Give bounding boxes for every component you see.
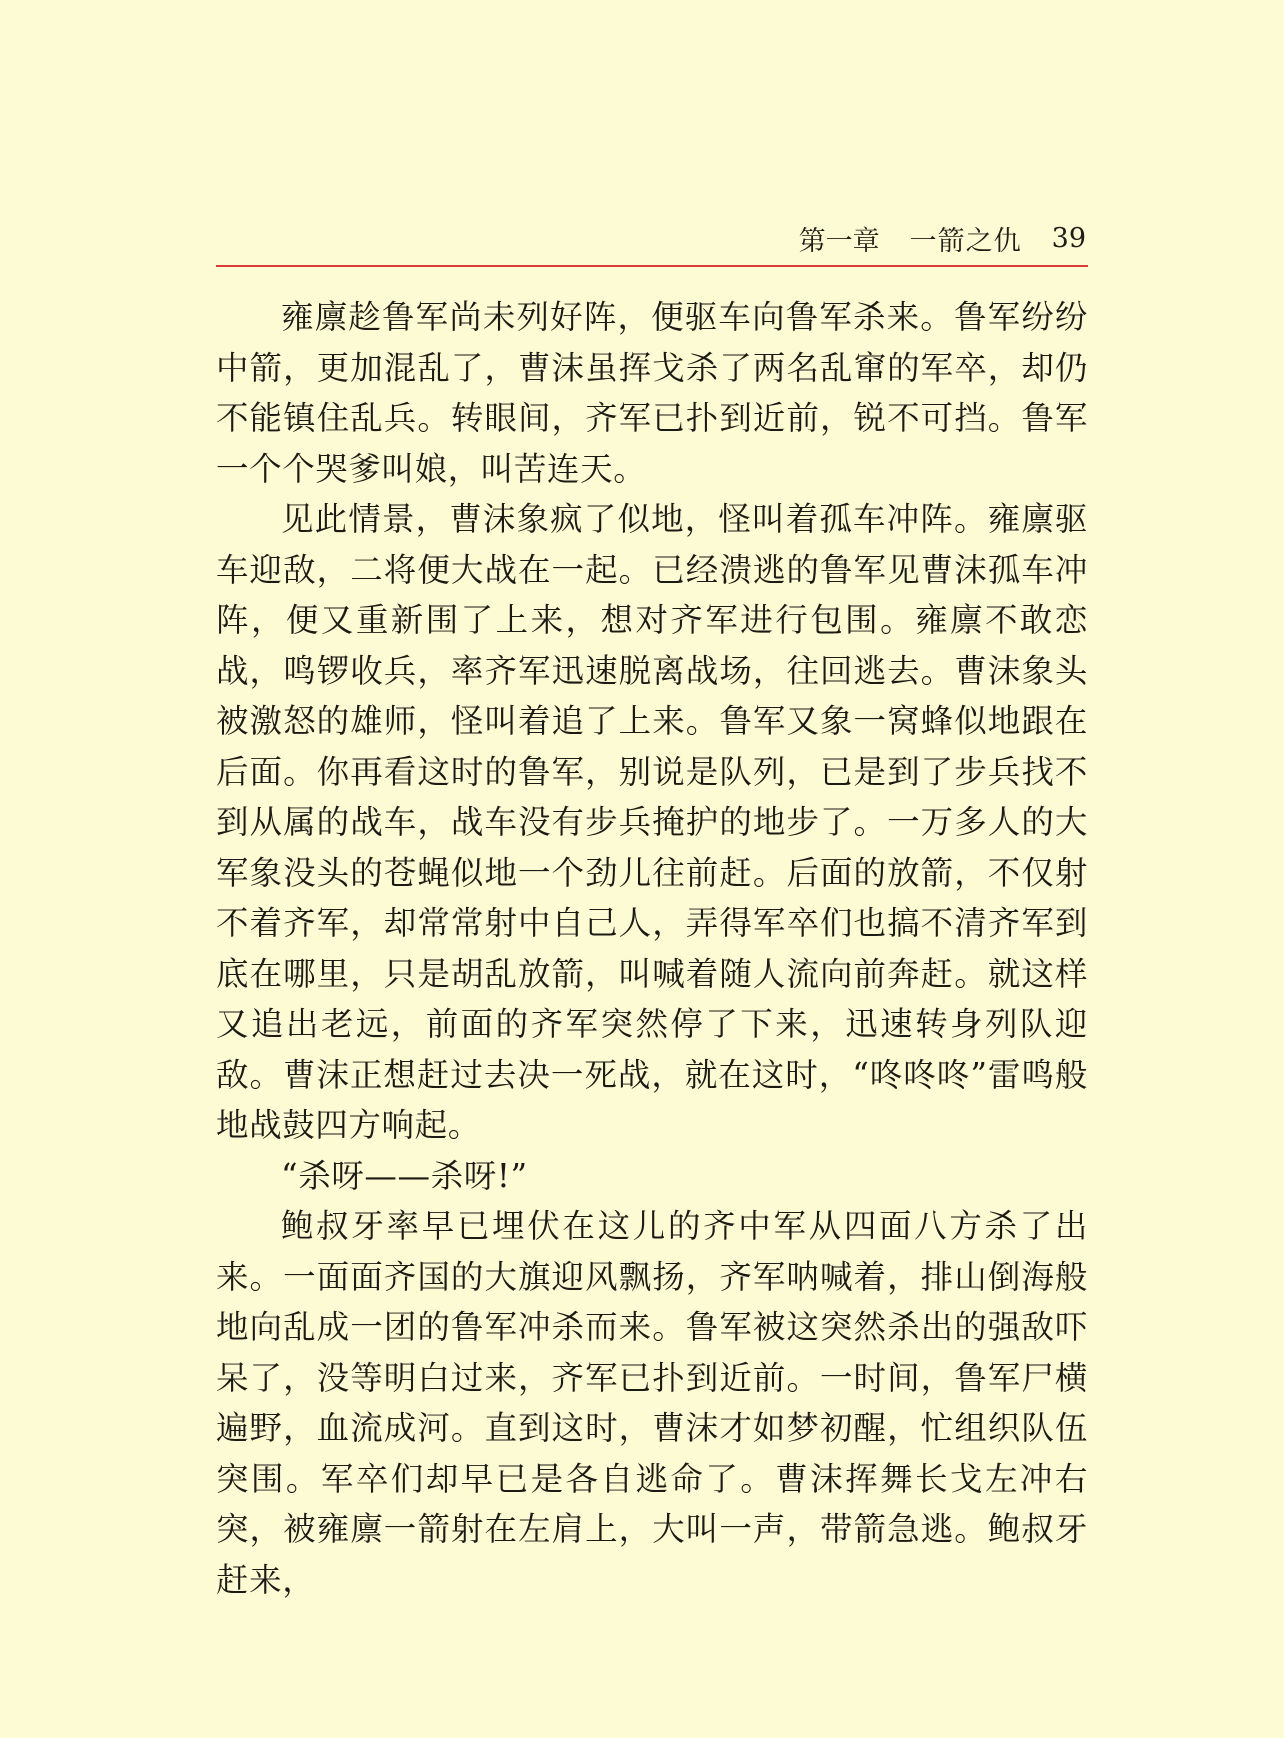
paragraph-2: 见此情景，曹沫象疯了似地，怪叫着孤车冲阵。雍廪驱车迎敌，二将便大战在一起。已经溃逃的鲁军见曹沫孤车冲阵，便又重新围了上来，想对齐军进行包围。雍廪不敢恋战，鸣锣收兵，率齐军迅速脱离战场，往回逃去。曹沫象头被激怒的雄师，怪叫着追了上来。鲁军又象一窝蜂似地跟在后面。你再看这时的鲁军，别说是队列，已是到了步兵找不到从属的战车，战车没有步兵掩护的地步了。一万多人的大军象没头的苍蝇似地一个劲儿往前赶。后面的放箭，不仅射不着齐军，却常常射中自己人，弄得军卒们也搞不清齐军到底在哪里，只是胡乱放箭，叫喊着随人流向前奔赶。就这样又追出老远，前面的齐军突然停了下来，迅速转身列队迎敌。曹沫正想赶过去决一死战，就在这时，“咚咚咚”雷鸣般地战鼓四方响起。 [216, 500, 1088, 1144]
header-rule [216, 265, 1088, 267]
body-text [216, 292, 1088, 1605]
chapter-title: 一箭之仇 [909, 225, 1022, 257]
running-header [216, 214, 1088, 262]
chapter-number: 第一章 [798, 225, 880, 257]
paragraph-1: 雍廪趁鲁军尚未列好阵，便驱车向鲁军杀来。鲁军纷纷中箭，更加混乱了，曹沫虽挥戈杀了两名乱窜的军卒，却仍不能镇住乱兵。转眼间，齐军已扑到近前，锐不可挡。鲁军一个个哭爹叫娘，叫苦连天。 [216, 298, 1088, 488]
page-number: 39 [1051, 222, 1086, 254]
paragraph-4: 鲍叔牙率早已埋伏在这儿的齐中军从四面八方杀了出来。一面面齐国的大旗迎风飘扬，齐军呐喊着，排山倒海般地向乱成一团的鲁军冲杀而来。鲁军被这突然杀出的强敌吓呆了，没等明白过来，齐军已扑到近前。一时间，鲁军尸横遍野，血流成河。直到这时，曹沫才如梦初醒，忙组织队伍突围。军卒们却早已是各自逃命了。曹沫挥舞长戈左冲右突，被雍廪一箭射在左肩上，大叫一声，带箭急逃。鲍叔牙赶来， [216, 1207, 1088, 1599]
paragraph-3: “杀呀——杀呀!” [281, 1156, 528, 1195]
